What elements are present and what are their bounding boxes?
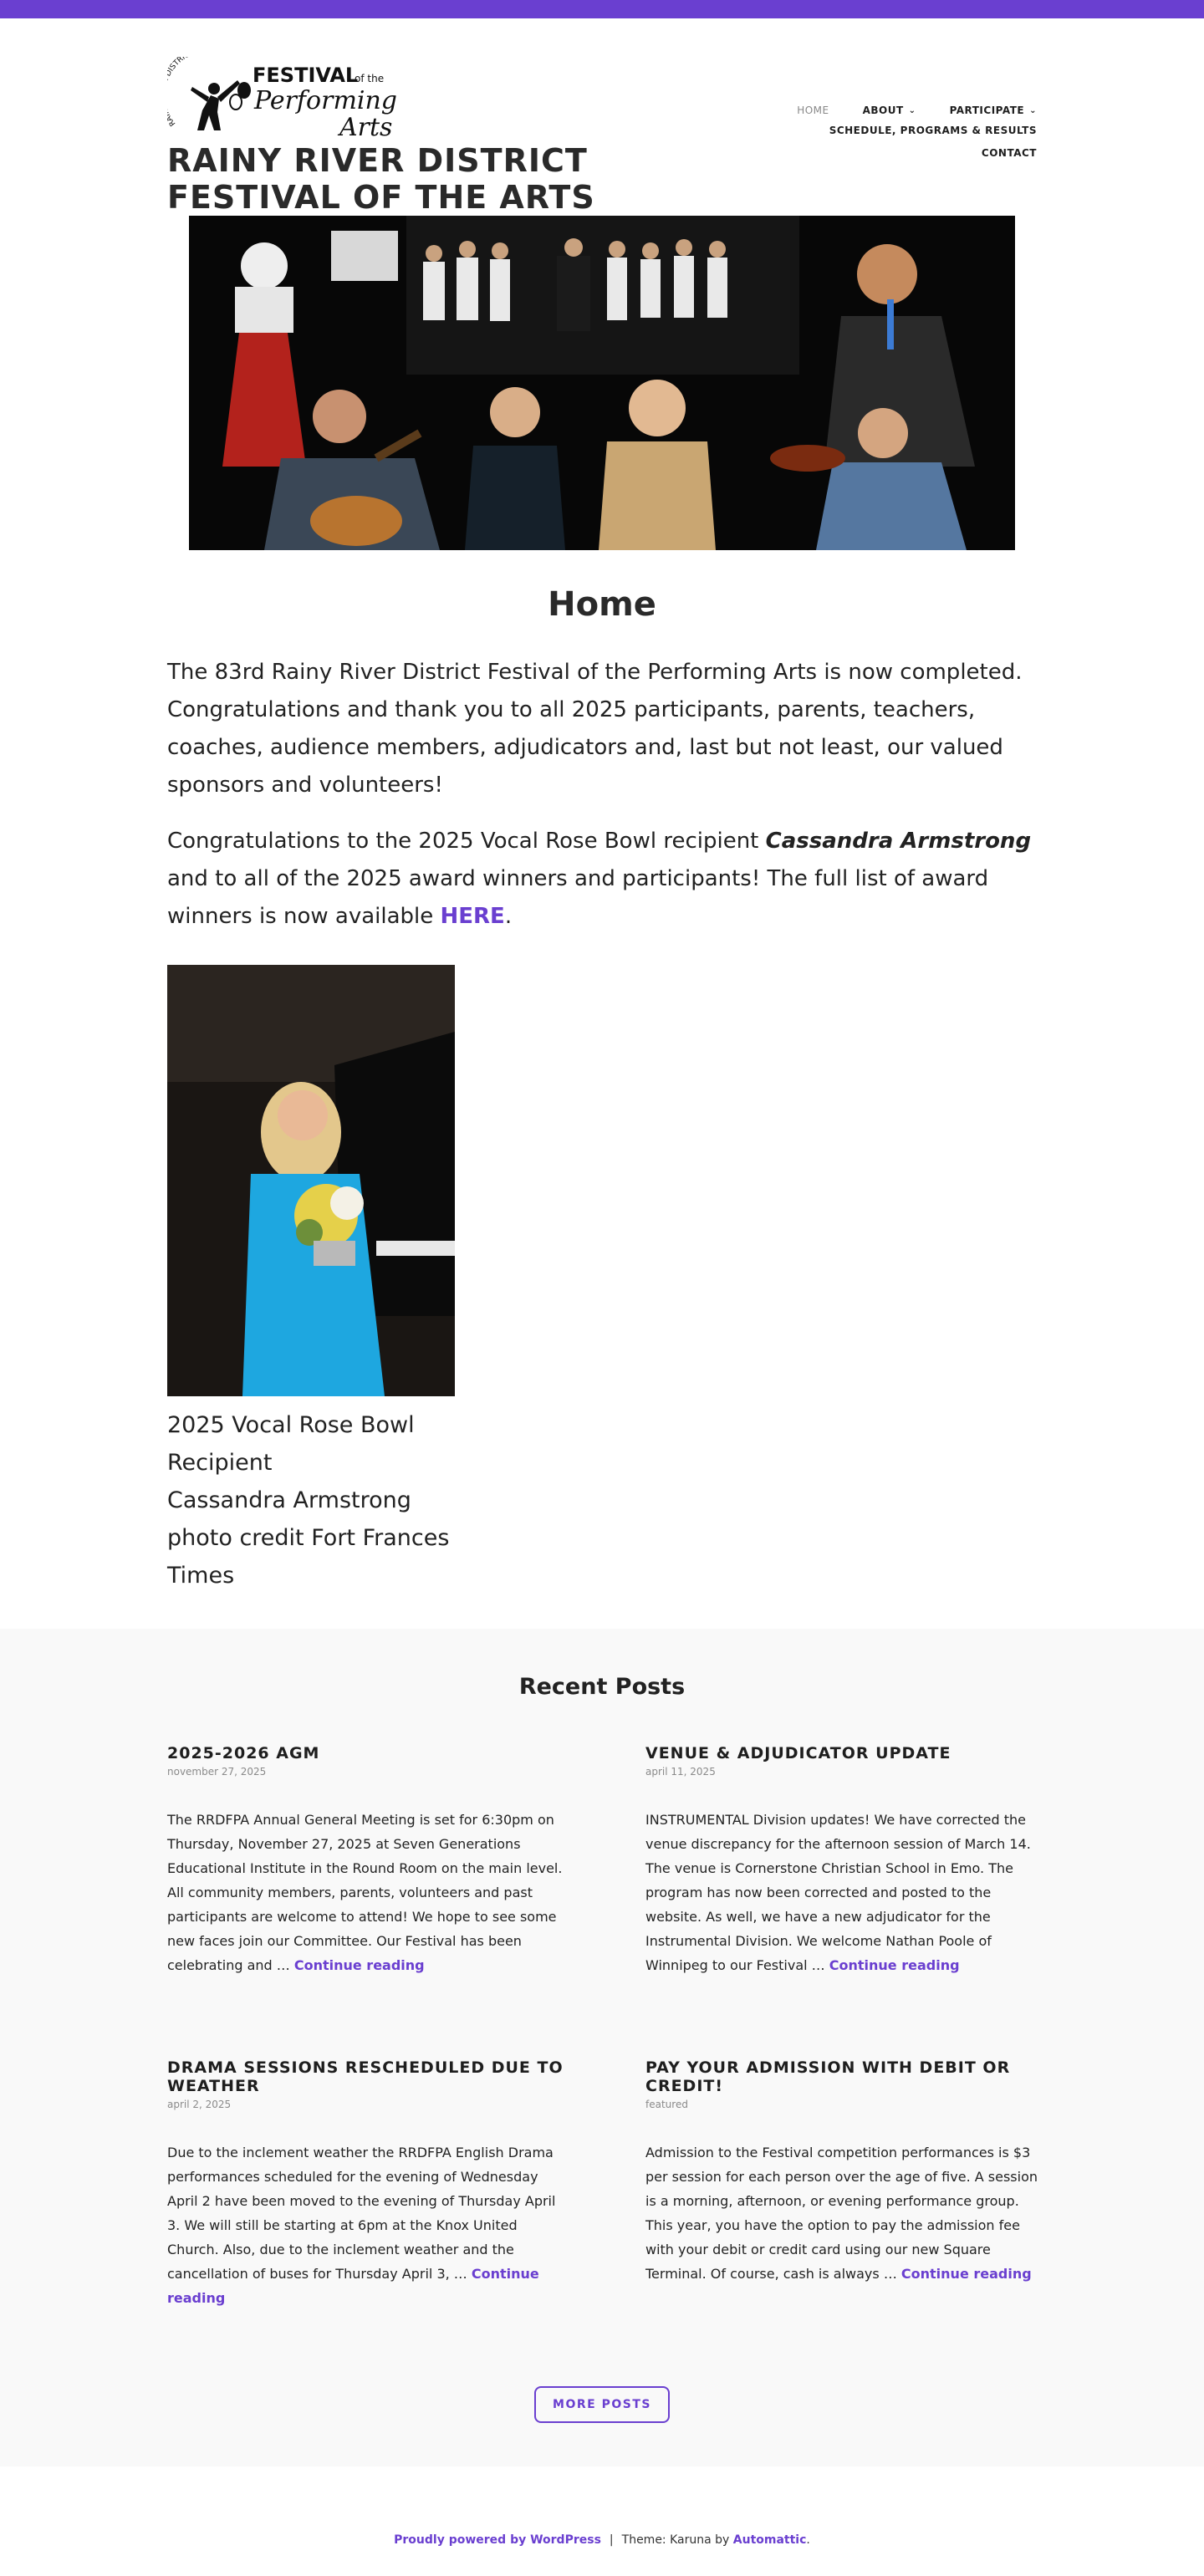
wordpress-link[interactable]: Proudly powered by WordPress (394, 2533, 601, 2547)
nav-contact-label: CONTACT (981, 147, 1037, 159)
festival-logo-graphic (167, 57, 401, 140)
site-header (0, 18, 1204, 216)
nav-contact[interactable] (982, 142, 1037, 164)
main-navigation (797, 102, 1037, 164)
post-excerpt-text: The RRDFPA Annual General Meeting is set for 6:30pm on Thursday, November 27, 2025 at Seven Generations Educational Institute in the Round Room on the main level. All community members, parents, volunteers and past participants are welcome to attend! We hope to see some new faces join our Committee. Our Festival has been celebrating and … (167, 1812, 563, 1973)
post-title[interactable]: VENUE & ADJUDICATOR UPDATE (645, 1744, 951, 1762)
photo-caption (167, 1406, 468, 1594)
footer-separator: | (609, 2533, 614, 2547)
rose-bowl-recipient-photo (167, 965, 455, 1396)
header-image (189, 216, 1015, 550)
site-footer (0, 2533, 1204, 2547)
nav-home[interactable] (797, 105, 829, 116)
award-winners-link[interactable]: HERE (440, 904, 505, 929)
post-date: november 27, 2025 (167, 1766, 267, 1778)
site-logo[interactable] (167, 57, 401, 140)
top-accent-bar (0, 0, 1204, 18)
post-title[interactable]: DRAMA SESSIONS RESCHEDULED DUE TO WEATHER (167, 2058, 564, 2095)
continue-reading-link[interactable]: Continue reading (829, 1957, 960, 1973)
congrats-end: . (504, 904, 513, 929)
post-title[interactable]: 2025-2026 AGM (167, 1744, 320, 1762)
svg-text:RAINY RIVER DISTRICT (167, 57, 196, 127)
post-excerpt (645, 1808, 1047, 1977)
nav-home-label: HOME (797, 105, 829, 116)
post-card (167, 1744, 569, 1977)
logo-line1-small: of the (355, 73, 385, 84)
nav-participate-label: PARTICIPATE (949, 105, 1025, 116)
post-excerpt-text: INSTRUMENTAL Division updates! We have corrected the venue discrepancy for the afternoon session of March 14. The venue is Cornerstone Christian School in Emo. The program has now been corrected and posted to the website. As well, we have a new adjudicator for the Instrumental Division. We welcome Nathan Poole of Winnipeg to our Festival … (645, 1812, 1031, 1973)
nav-row-primary (797, 102, 1037, 119)
nav-participate[interactable] (950, 105, 1037, 116)
post-excerpt-text: Due to the inclement weather the RRDFPA English Drama performances scheduled for the evening of Wednesday April 2 have been moved to the evening of Thursday April 3. We will still be starting at 6pm at the Knox United Church. Also, due to the inclement weather and the cancellation of buses for Thursday April 3, … (167, 2145, 556, 2282)
caption-line3: photo credit Fort Frances Times (167, 1525, 450, 1589)
post-excerpt (167, 1808, 569, 1977)
post-excerpt (645, 2140, 1047, 2286)
post-card (645, 2058, 1047, 2286)
intro-paragraph: The 83rd Rainy River District Festival of the Performing Arts is now completed. Congratulations and thank you to all 2025 participants, parents, teachers, coaches, audience members, adjudicators and, last but not least, our valued sponsors and volunteers! (167, 660, 1023, 798)
logo-arc-text: R ISTRI (167, 57, 187, 128)
theme-credit: Theme: Karuna by (621, 2533, 733, 2547)
logo-line2: Performing (254, 86, 398, 115)
automattic-link[interactable]: Automattic (732, 2533, 807, 2547)
post-excerpt-text: Admission to the Festival competition performances is $3 per session for each person over the age of five. A session is a morning, afternoon, or evening performance group. This year, you have the option to pay the admission fee with your debit or credit card using our new Square Terminal. Of course, cash is always … (645, 2145, 1038, 2282)
performers-collage-image (189, 216, 1015, 550)
recent-posts-section (0, 1629, 1204, 2466)
post-excerpt (167, 2140, 569, 2310)
nav-about[interactable] (863, 105, 916, 116)
post-date: april 11, 2025 (645, 1766, 716, 1778)
congrats-text-cont: and to all of the 2025 award winners and participants! The full list of award winners is now available (167, 866, 989, 929)
chevron-down-icon: ⌄ (1029, 105, 1037, 115)
post-card (645, 1744, 1047, 1977)
page-content (167, 654, 1037, 954)
nav-row-tertiary (797, 142, 1037, 164)
nav-schedule[interactable] (829, 119, 1037, 142)
recent-posts-title: Recent Posts (518, 1674, 686, 1700)
continue-reading-link[interactable]: Continue reading (293, 1957, 425, 1973)
page-title: Home (548, 585, 656, 624)
more-posts-button[interactable]: MORE POSTS (534, 2386, 670, 2423)
nav-row-secondary (797, 119, 1037, 142)
congrats-text: Congratulations to the 2025 Vocal Rose Bowl recipient (167, 829, 766, 854)
chevron-down-icon: ⌄ (908, 105, 916, 115)
post-card (167, 2058, 569, 2310)
recipient-portrait-image (167, 965, 455, 1396)
continue-reading-link[interactable]: Continue reading (167, 2266, 539, 2306)
footer-end: . (806, 2533, 810, 2547)
continue-reading-link[interactable]: Continue reading (900, 2266, 1032, 2282)
post-category[interactable]: featured (645, 2099, 688, 2110)
post-date: april 2, 2025 (167, 2099, 232, 2110)
nav-about-label: ABOUT (862, 105, 904, 116)
post-title[interactable]: PAY YOUR ADMISSION WITH DEBIT OR CREDIT! (645, 2058, 1011, 2095)
nav-schedule-label: SCHEDULE, PROGRAMS & RESULTS (829, 125, 1037, 136)
logo-line3: Arts (339, 113, 393, 140)
logo-line1: FESTIVAL (253, 64, 359, 87)
congrats-paragraph (167, 823, 1037, 936)
recipient-name: Cassandra Armstrong (765, 829, 1032, 854)
caption-line2: Cassandra Armstrong (167, 1487, 411, 1513)
caption-line1: 2025 Vocal Rose Bowl Recipient (167, 1412, 415, 1476)
site-title[interactable]: RAINY RIVER DISTRICT FESTIVAL OF THE ARTS (167, 142, 595, 216)
